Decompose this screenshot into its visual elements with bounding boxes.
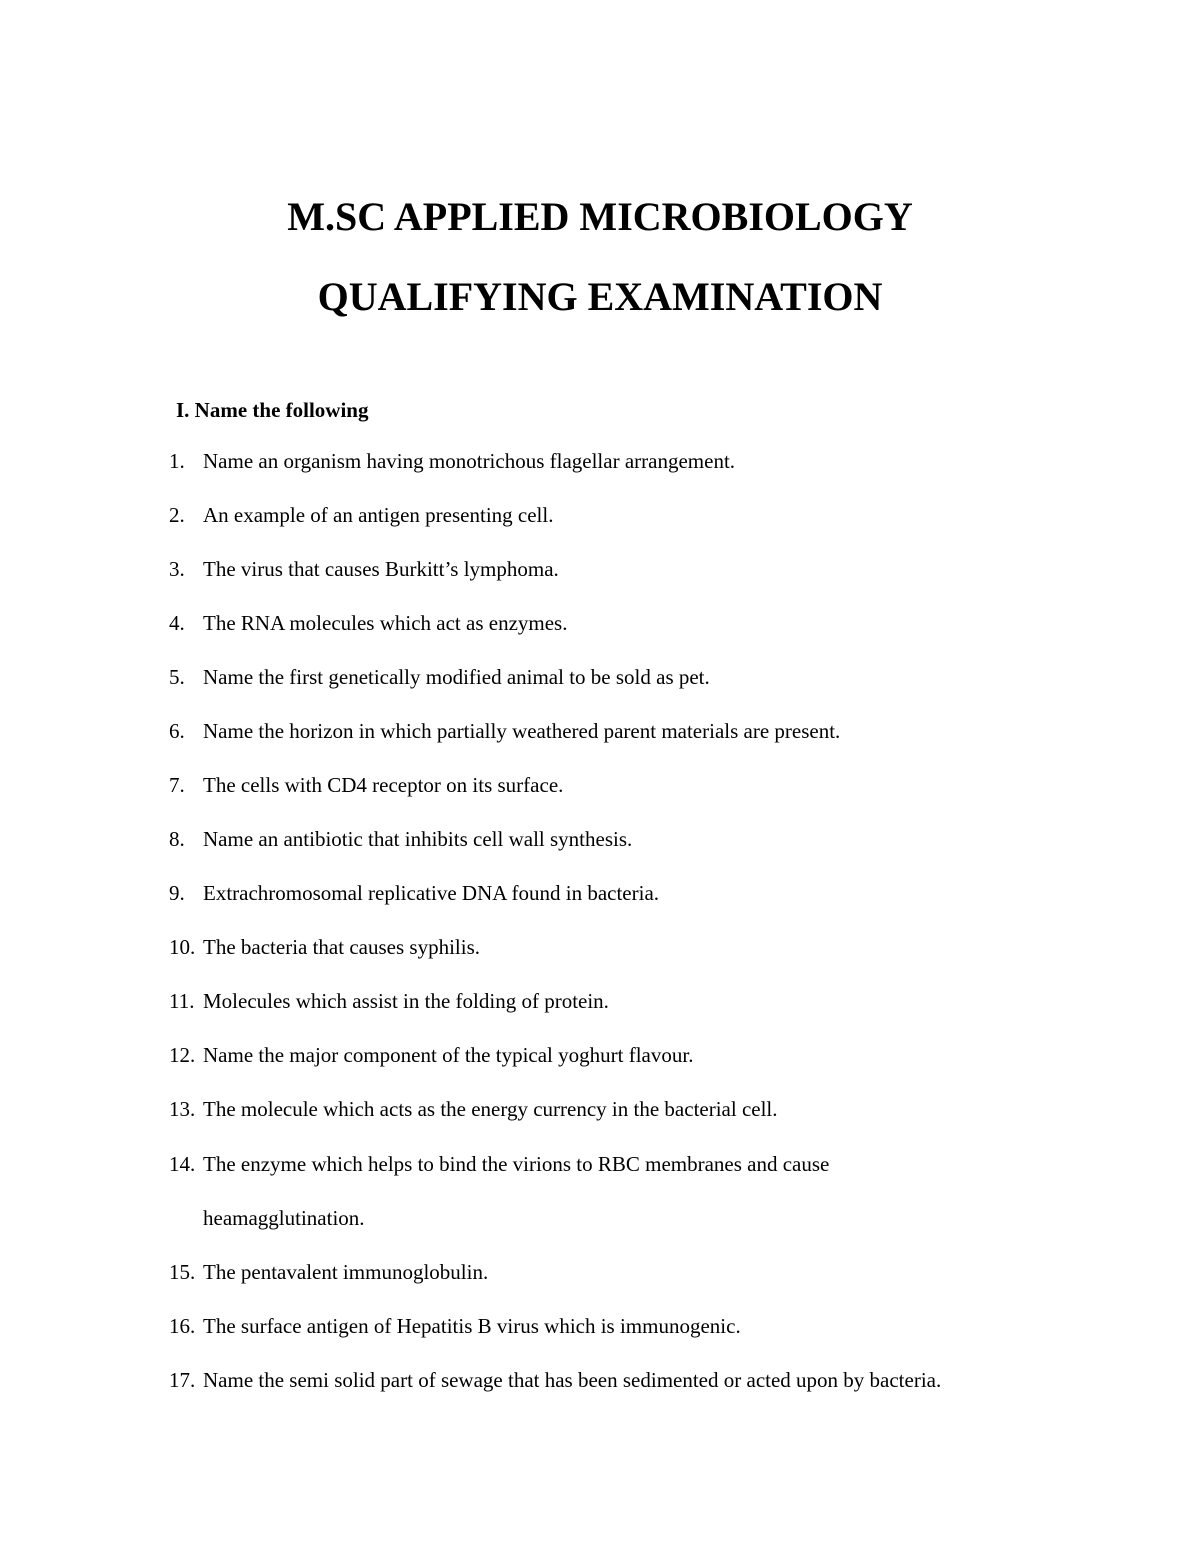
question-text: Name an organism having monotrichous flagellar arrangement.: [203, 449, 736, 473]
question-number: 3.: [169, 557, 185, 581]
question-number: 1.: [169, 449, 185, 473]
section-heading: I. Name the following: [176, 398, 369, 422]
question-number: 12.: [169, 1043, 196, 1067]
question-text: The pentavalent immunoglobulin.: [203, 1260, 489, 1284]
question-number: 7.: [169, 773, 185, 797]
question-text: The molecule which acts as the energy currency in the bacterial cell.: [203, 1097, 778, 1121]
question-text: Name the major component of the typical yoghurt flavour.: [203, 1043, 694, 1067]
question-number: 10.: [169, 935, 196, 959]
exam-title-line-1: M.SC APPLIED MICROBIOLOGY: [287, 194, 913, 239]
question-text: Extrachromosomal replicative DNA found in bacteria.: [203, 881, 660, 905]
question-text: The surface antigen of Hepatitis B virus which is immunogenic.: [203, 1314, 741, 1338]
question-text: The bacteria that causes syphilis.: [203, 935, 480, 959]
question-text-continuation: heamagglutination.: [203, 1206, 365, 1230]
question-number: 14.: [169, 1152, 196, 1176]
exam-title-line-2: QUALIFYING EXAMINATION: [317, 274, 883, 319]
question-number: 9.: [169, 881, 185, 905]
question-number: 11.: [169, 989, 195, 1013]
question-number: 8.: [169, 827, 185, 851]
question-text: The RNA molecules which act as enzymes.: [203, 611, 568, 635]
question-number: 13.: [169, 1097, 196, 1121]
question-number: 6.: [169, 719, 185, 743]
question-number: 2.: [169, 503, 185, 527]
question-number: 15.: [169, 1260, 196, 1284]
question-text: Name an antibiotic that inhibits cell wall synthesis.: [203, 827, 633, 851]
question-text: Name the horizon in which partially weathered parent materials are present.: [203, 719, 841, 743]
question-number: 4.: [169, 611, 185, 635]
question-number: 5.: [169, 665, 185, 689]
question-number: 17.: [169, 1368, 196, 1392]
question-text: Molecules which assist in the folding of protein.: [203, 989, 609, 1013]
question-text: An example of an antigen presenting cell.: [203, 503, 554, 527]
question-text: Name the first genetically modified animal to be sold as pet.: [203, 665, 710, 689]
question-number: 16.: [169, 1314, 196, 1338]
question-text: The virus that causes Burkitt’s lymphoma.: [203, 557, 559, 581]
question-text: The cells with CD4 receptor on its surface.: [203, 773, 564, 797]
question-text: Name the semi solid part of sewage that has been sedimented or acted upon by bacteria.: [203, 1368, 942, 1392]
question-text: The enzyme which helps to bind the virions to RBC membranes and cause: [203, 1152, 830, 1176]
